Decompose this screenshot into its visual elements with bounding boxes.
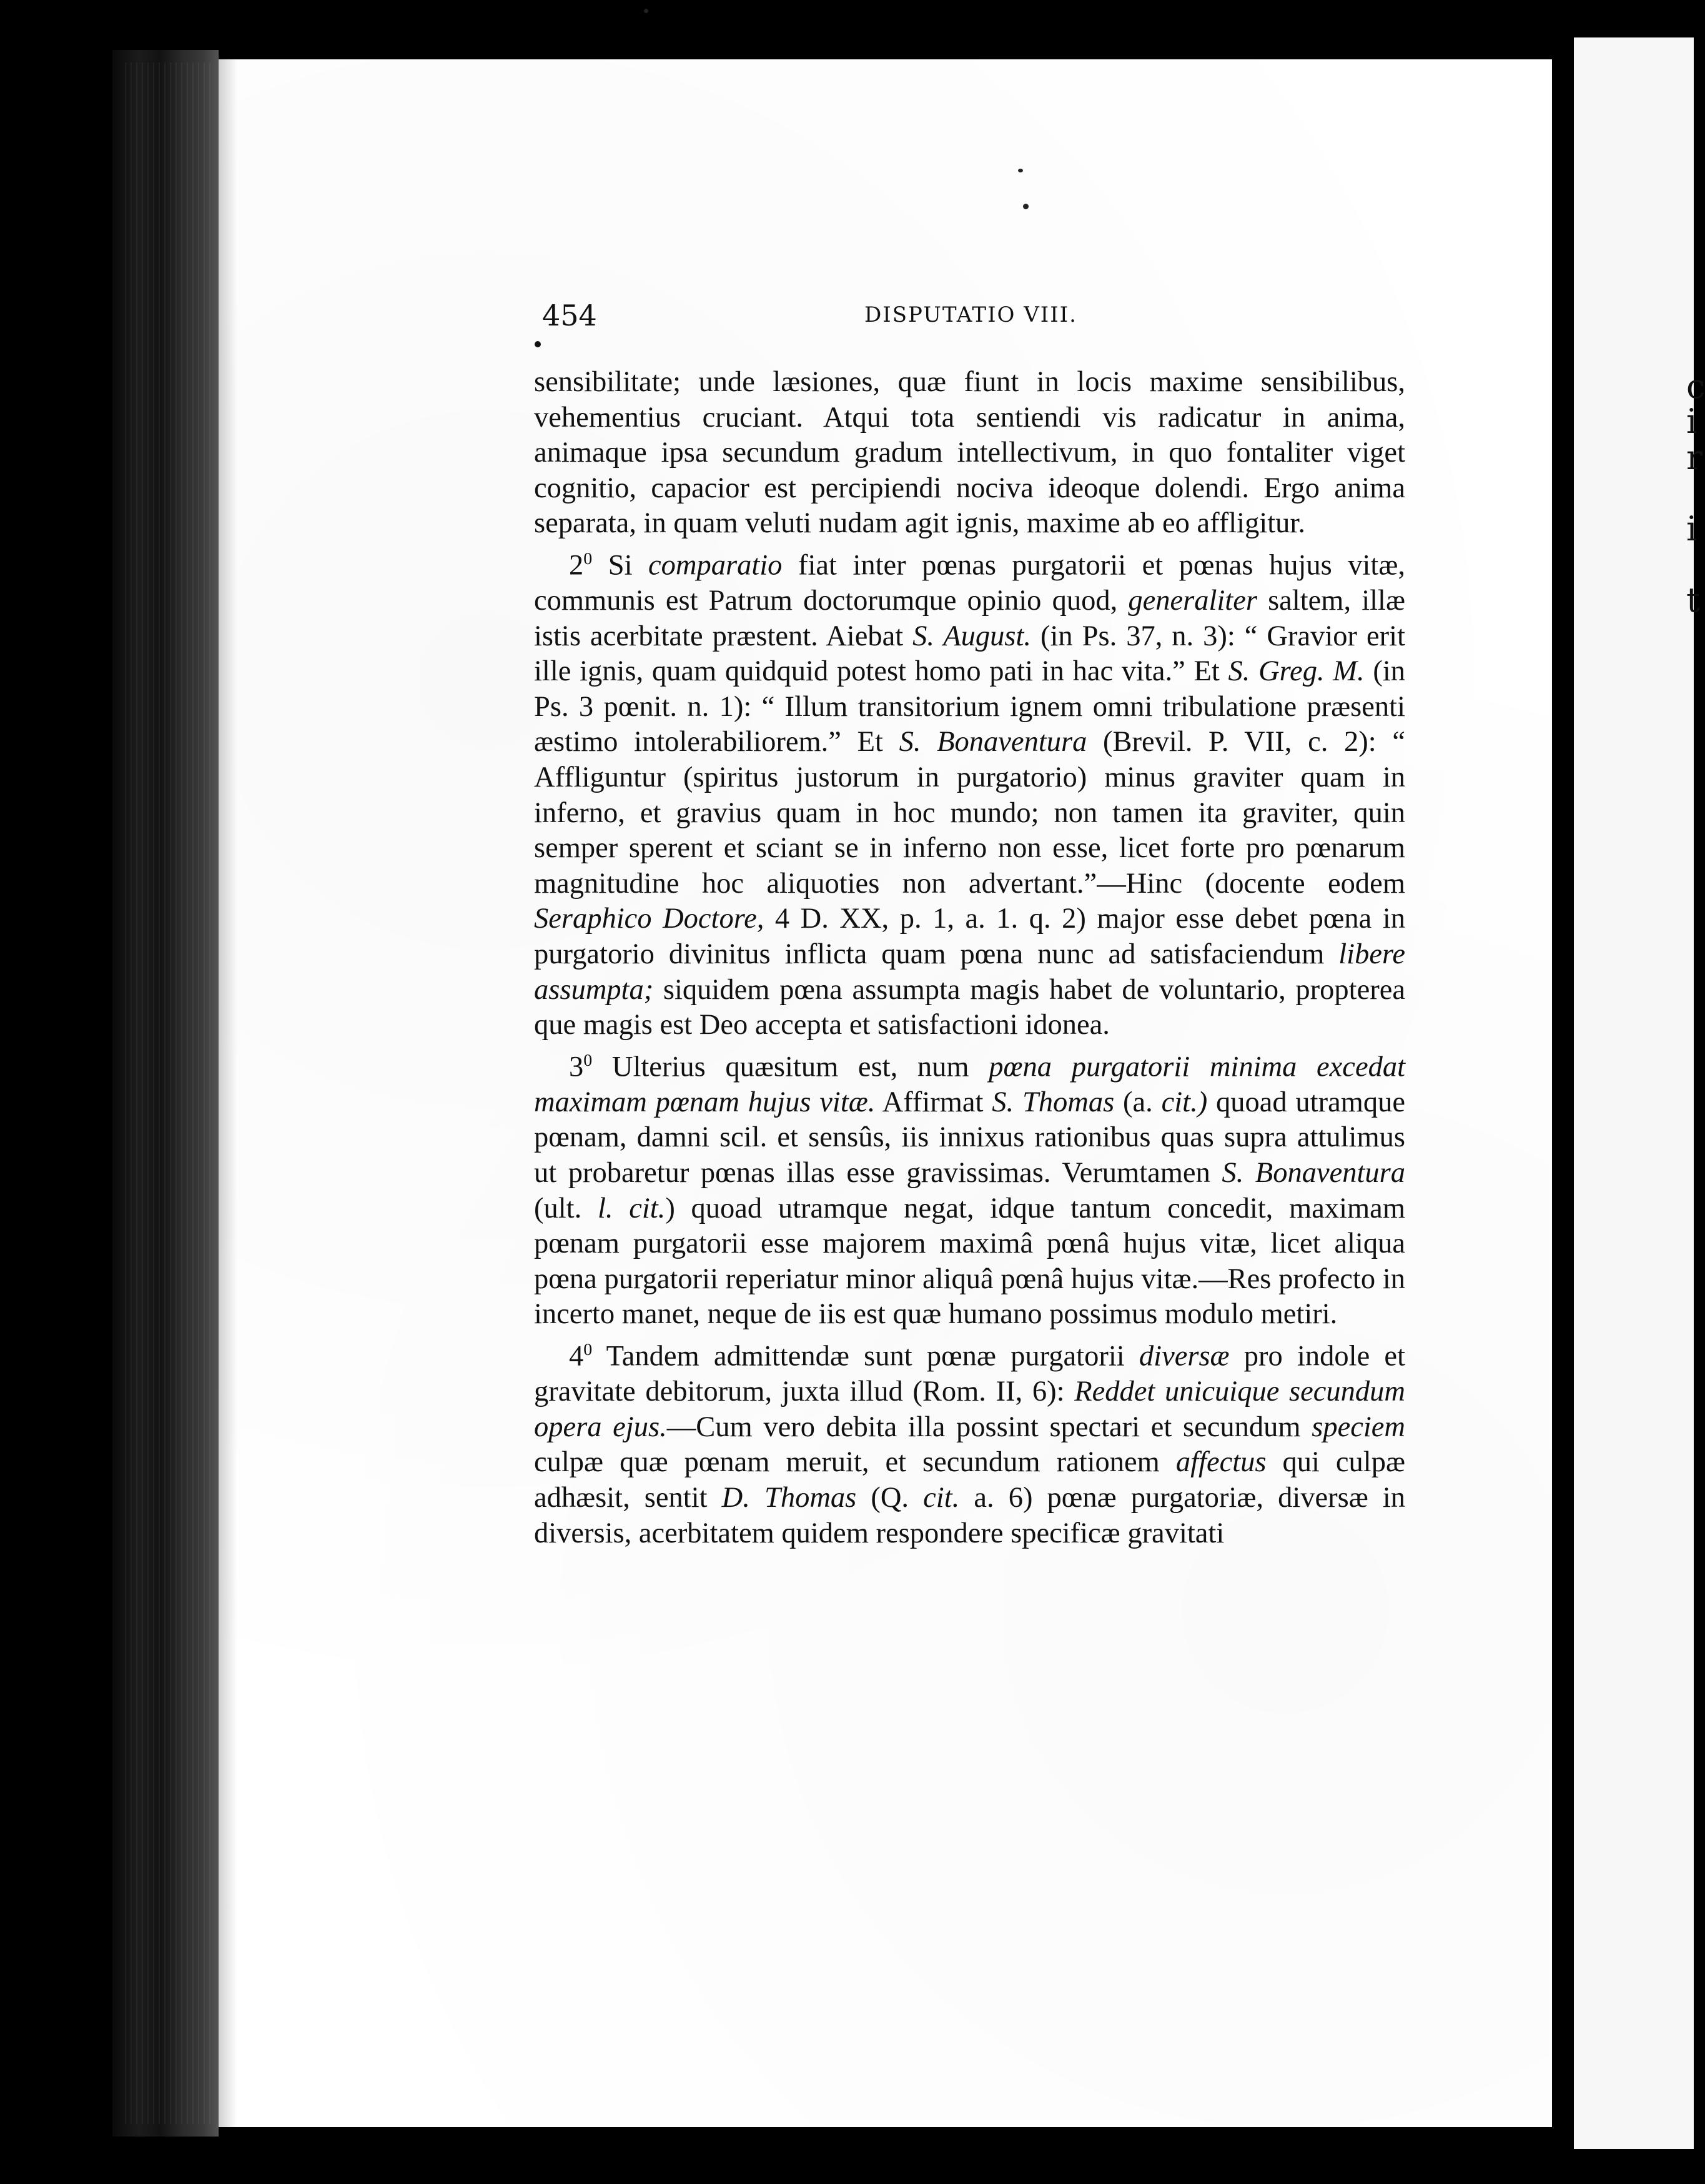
italic-text-run: S. Bonaventura: [899, 726, 1087, 758]
text-run: —Cum vero debita illa possint spectari et secundum: [666, 1411, 1312, 1443]
right-page-edge-letter: c: [1686, 367, 1705, 406]
paragraph: [534, 1043, 1405, 1333]
running-head: DISPUTATIO VIII.: [864, 302, 1077, 327]
text-run: a. 6) pœnæ purgatoriæ, diversæ in diversis, acerbitatem quidem respondere specificæ gravitati: [534, 1481, 1405, 1549]
text-run: 4 D. XX, p. 1, a. 1. q. 2) major esse debet pœna in purgatorio divinitus inflicta quam pœna nunc ad satisfaciendum: [534, 903, 1405, 970]
text-run: 2: [569, 549, 584, 582]
text-run: fiat inter pœnas purgatorii et pœnas hujus vitæ, communis est Patrum doctorumque opinio quod,: [534, 549, 1405, 617]
text-run: siquidem pœna assumpta magis habet de voluntario, propterea que magis est Deo accepta et satisfactioni idonea.: [534, 973, 1405, 1041]
right-page-edge: [1574, 37, 1694, 2149]
italic-text-run: diversæ: [1139, 1340, 1230, 1372]
italic-text-run: S. Thomas: [992, 1086, 1115, 1118]
page-header: [542, 299, 1407, 336]
text-run: ) quoad utramque negat, idque tantum concedit, maximam pœnam purgatorii esse majorem maximâ pœnâ hujus vitæ, licet aliqua pœna purgatorii reperiatur minor aliquâ pœnâ hujus vitæ.—Res profecto in incerto manet, neque de iis est quæ humano possimus modulo metiri.: [534, 1192, 1405, 1331]
ink-speck: [1018, 169, 1023, 172]
italic-text-run: cit.: [923, 1481, 960, 1514]
text-run: sensibilitate; unde læsiones, quæ fiunt in locis maxime sensibilibus, vehementius cruciant. Atqui tota sentiendi vis radicatur in anima, animaque ipsa secundum gradum intellectivum, in quo fontaliter viget cognitio, capacior est percipiendi nociva ideoque dolendi. Ergo anima separata, in quam veluti nudam agit ignis, maxime ab eo affligitur.: [534, 366, 1405, 540]
italic-text-run: S. August.: [912, 620, 1031, 652]
text-run: (in Ps. 3 pœnit. n. 1): “ Illum transitorium ignem omni tribulatione præsenti æstimo intolerabiliorem.” Et: [534, 655, 1405, 758]
text-run: Affirmat: [875, 1086, 992, 1118]
italic-text-run: Reddet unicuique secundum opera ejus.: [534, 1376, 1406, 1443]
paragraph: [534, 1333, 1405, 1551]
right-page-edge-letter: i: [1686, 509, 1698, 548]
italic-text-run: generaliter: [1128, 585, 1257, 617]
text-run: (Brevil. P. VII, c. 2): “ Affliguntur (spiritus justorum in purgatorio) minus graviter quam in inferno, et gravius quam in hoc mundo; non tamen ita graviter, quin semper sperent et sciant se in inferno non esse, licet forte pro pœnarum magnitudine hoc aliquoties non advertant.”—Hinc (docente eodem: [534, 726, 1406, 900]
page-gutter-shadow: [219, 59, 237, 2127]
text-run: quoad utramque pœnam, damni scil. et sensûs, iis innixus rationibus quas supra attulimus ut probaretur pœnas illas esse gravissimas. Verumtamen: [534, 1086, 1406, 1189]
text-run: saltem, illæ istis acerbitate præstent. Aiebat: [534, 585, 1405, 652]
text-run: (in Ps. 37, n. 3): “ Gravior erit ille ignis, quam quidquid potest homo pati in hac vita.” Et: [534, 620, 1405, 688]
ink-dot: [535, 341, 541, 347]
text-run: Si: [592, 549, 649, 582]
text-run: 0: [583, 1340, 593, 1360]
text-run: culpæ quæ pœnam meruit, et secundum rationem: [534, 1446, 1176, 1479]
text-run: 4: [569, 1340, 584, 1372]
right-page-edge-letter: i: [1686, 402, 1698, 441]
text-run: Tandem admittendæ sunt pœnæ purgatorii: [592, 1340, 1139, 1372]
text-run: pro indole et gravitate debitorum, juxta illud (Rom. II, 6):: [534, 1340, 1405, 1408]
italic-text-run: cit.): [1161, 1086, 1208, 1118]
italic-text-run: l. cit.: [597, 1192, 666, 1224]
paragraph: [534, 542, 1405, 1043]
text-run: qui culpæ adhæsit, sentit: [534, 1446, 1405, 1514]
italic-text-run: Seraphico Doctore,: [534, 903, 764, 935]
ink-speck: [644, 9, 648, 13]
italic-text-run: pœna purgatorii minima excedat maximam pœnam hujus vitæ.: [534, 1051, 1406, 1118]
italic-text-run: speciem: [1312, 1411, 1405, 1443]
italic-text-run: comparatio: [648, 549, 783, 582]
text-run: 0: [583, 548, 593, 568]
page-number: 454: [542, 299, 597, 332]
italic-text-run: S. Greg. M.: [1228, 655, 1365, 688]
italic-text-run: libere assumpta;: [534, 938, 1405, 1006]
text-run: (Q.: [856, 1481, 924, 1514]
paragraph: [534, 365, 1405, 542]
italic-text-run: S. Bonaventura: [1222, 1157, 1405, 1189]
right-page-edge-letter: r: [1686, 438, 1703, 477]
text-run: (a.: [1114, 1086, 1162, 1118]
right-page-edge-letter: t: [1686, 580, 1700, 620]
italic-text-run: affectus: [1175, 1446, 1267, 1479]
text-run: (ult.: [534, 1192, 598, 1224]
text-run: Ulterius quæsitum est, num: [592, 1051, 989, 1083]
book-spine-texture: [125, 62, 212, 2124]
italic-text-run: D. Thomas: [721, 1481, 857, 1514]
body-text: [534, 365, 1405, 1551]
ink-speck: [1023, 204, 1029, 209]
text-run: 0: [583, 1050, 593, 1070]
text-run: 3: [569, 1051, 584, 1083]
